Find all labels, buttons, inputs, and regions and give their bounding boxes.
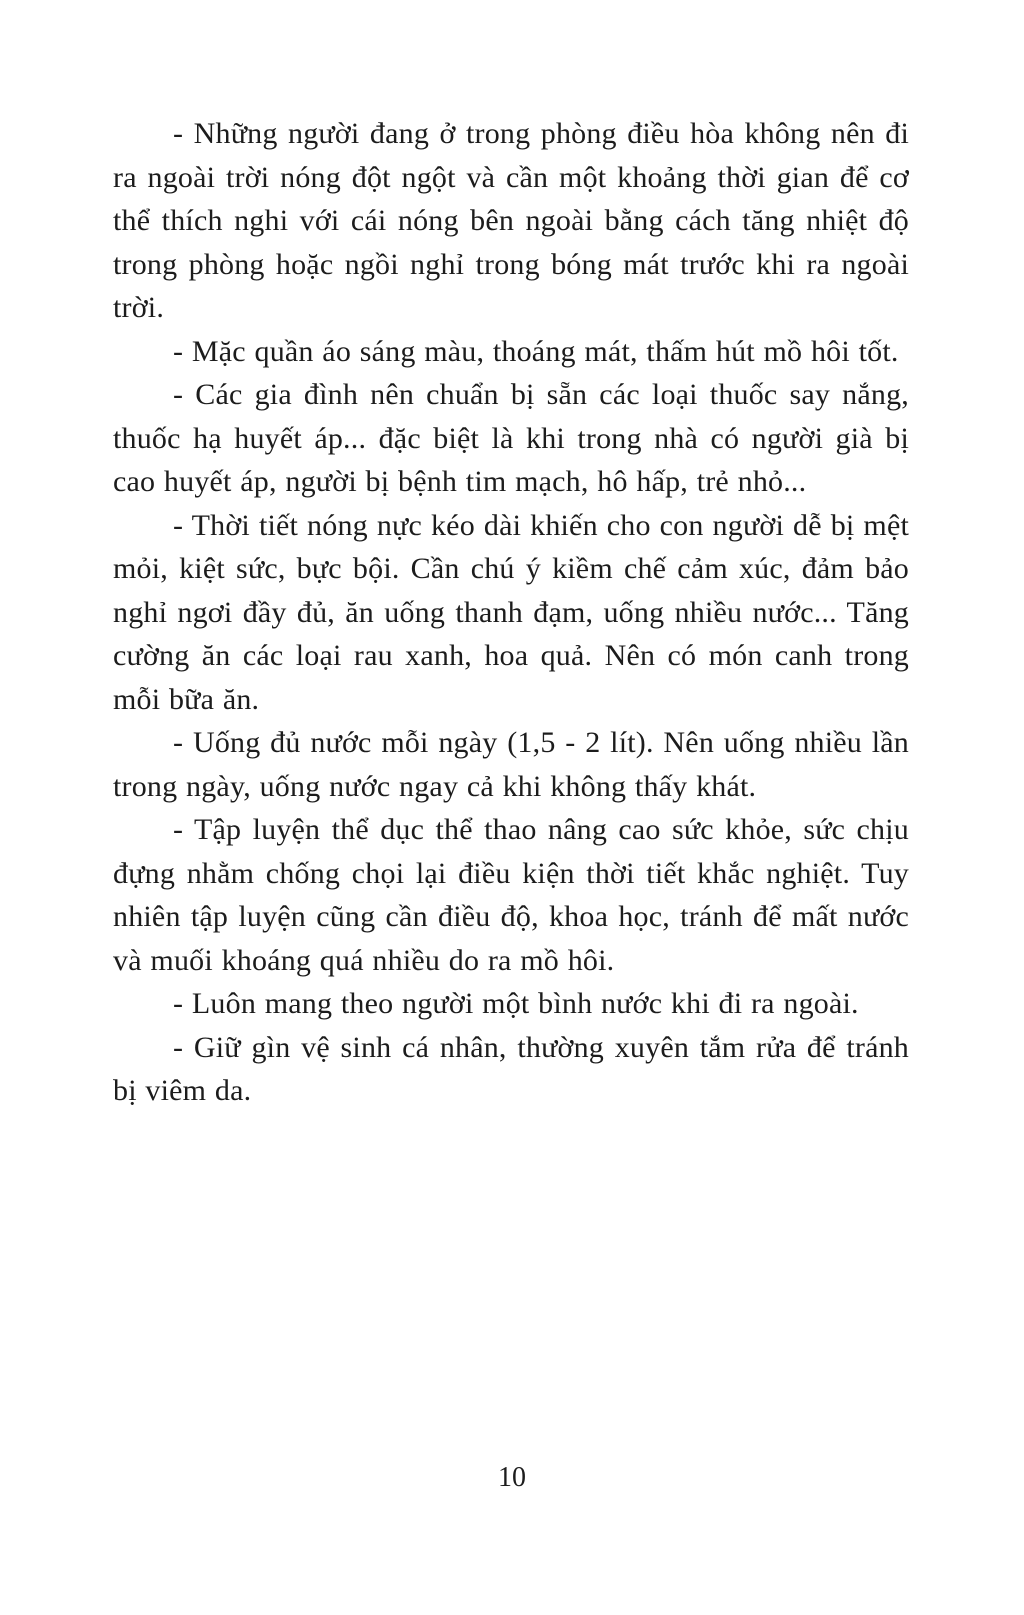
text-block xyxy=(113,112,909,1113)
paragraph: - Luôn mang theo người một bình nước khi đi ra ngoài. xyxy=(173,987,859,1020)
paragraph: - Tập luyện thể dục thể thao nâng cao sức khỏe, sức chịu đựng nhằm chống chọi lại điều kiện thời tiết khắc nghiệt. Tuy nhiên tập luyện cũng cần điều độ, khoa học, tránh để mất nước và muối khoáng quá nhiều do ra mồ hôi. xyxy=(113,813,909,977)
paragraph: - Uống đủ nước mỗi ngày (1,5 - 2 lít). Nên uống nhiều lần trong ngày, uống nước ngay cả khi không thấy khát. xyxy=(113,726,909,803)
page-number: 10 xyxy=(498,1462,526,1493)
paragraph: - Giữ gìn vệ sinh cá nhân, thường xuyên tắm rửa để tránh bị viêm da. xyxy=(113,1030,909,1107)
paragraph: - Những người đang ở trong phòng điều hòa không nên đi ra ngoài trời nóng đột ngột và cần một khoảng thời gian để cơ thể thích nghi với cái nóng bên ngoài bằng cách tăng nhiệt độ trong phòng hoặc ngồi nghỉ trong bóng mát trước khi ra ngoài trời. xyxy=(113,117,909,324)
paragraph: - Thời tiết nóng nực kéo dài khiến cho con người dễ bị mệt mỏi, kiệt sức, bực bội. Cần chú ý kiềm chế cảm xúc, đảm bảo nghỉ ngơi đầy đủ, ăn uống thanh đạm, uống nhiều nước... Tăng cường ăn các loại rau xanh, hoa quả. Nên có món canh trong mỗi bữa ăn. xyxy=(113,508,909,716)
paragraph: - Các gia đình nên chuẩn bị sẵn các loại thuốc say nắng, thuốc hạ huyết áp... đặc biệt là khi trong nhà có người già bị cao huyết áp, người bị bệnh tim mạch, hô hấp, trẻ nhỏ... xyxy=(113,378,909,498)
paragraph: - Mặc quần áo sáng màu, thoáng mát, thấm hút mồ hôi tốt. xyxy=(173,334,899,368)
